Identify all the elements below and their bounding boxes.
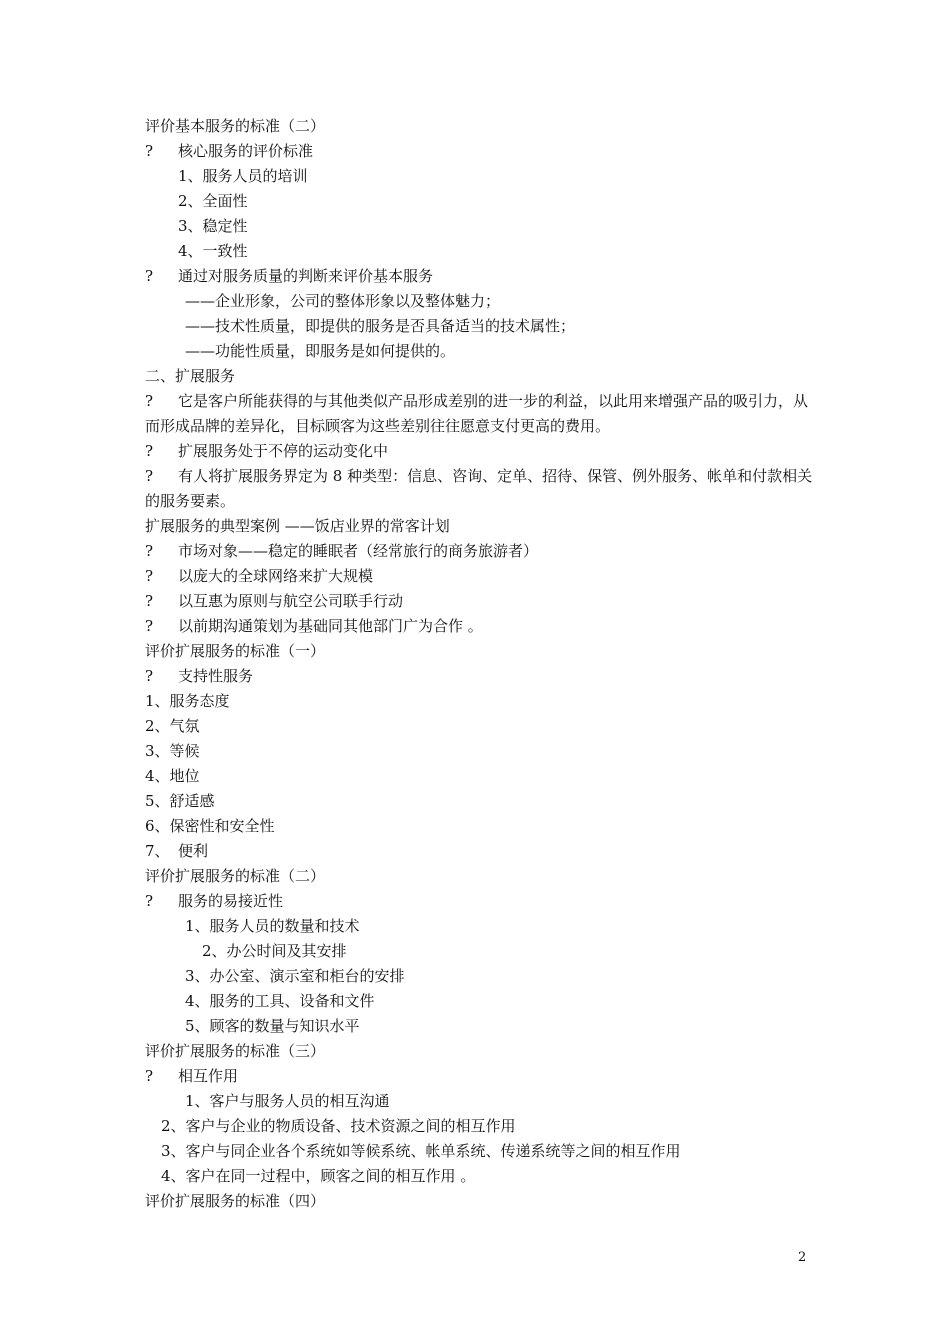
bullet-mark: ? — [145, 467, 154, 485]
list-item: 3、办公室、演示室和柜台的安排 — [185, 967, 405, 985]
dash-item: ——功能性质量，即服务是如何提供的。 — [185, 342, 456, 360]
list-item: 2、客户与企业的物质设备、技术资源之间的相互作用 — [161, 1117, 516, 1135]
bullet-line: ? 以互惠为原则与航空公司联手行动 — [145, 589, 813, 614]
bullet-line: ? 支持性服务 — [145, 664, 813, 689]
heading-basic-service-criteria-2: 评价基本服务的标准（二） — [145, 117, 326, 135]
section-heading-extended-service: 二、扩展服务 — [145, 367, 236, 385]
list-item: 7、 便利 — [145, 839, 813, 864]
bullet-mark: ? — [145, 892, 154, 910]
heading-extended-criteria-1: 评价扩展服务的标准（一） — [145, 642, 326, 660]
list-item: 6、保密性和安全性 — [145, 817, 275, 835]
page-number: 2 — [798, 1250, 807, 1265]
heading-extended-criteria-3: 评价扩展服务的标准（三） — [145, 1042, 326, 1060]
bullet-line: ? 相互作用 — [145, 1064, 813, 1089]
list-item: 2、办公时间及其安排 — [202, 942, 347, 960]
bullet-mark: ? — [145, 542, 154, 560]
list-item: 1、服务态度 — [145, 692, 230, 710]
dash-item: ——技术性质量，即提供的服务是否具备适当的技术属性； — [185, 317, 576, 335]
bullet-mark: ? — [145, 567, 154, 585]
list-number: 7、 — [145, 842, 170, 860]
heading-typical-case: 扩展服务的典型案例 ——饭店业界的常客计划 — [145, 517, 450, 535]
list-item: 1、客户与服务人员的相互沟通 — [185, 1092, 390, 1110]
bullet-mark: ? — [145, 267, 154, 285]
bullet-line: ? 市场对象——稳定的睡眠者（经常旅行的商务旅游者） — [145, 539, 813, 564]
bullet-mark: ? — [145, 667, 154, 685]
bullet-paragraph: ? 有人将扩展服务界定为 8 种类型：信息、咨询、定单、招待、保管、例外服务、帐单和付款相关的服务要素。 — [145, 464, 813, 514]
list-item: 5、顾客的数量与知识水平 — [185, 1017, 360, 1035]
page-body — [145, 114, 813, 1214]
bullet-line: ? 核心服务的评价标准 — [145, 139, 813, 164]
dash-item: ——企业形象，公司的整体形象以及整体魅力； — [185, 292, 501, 310]
list-item: 1、服务人员的培训 — [178, 167, 308, 185]
bullet-mark: ? — [145, 1067, 154, 1085]
list-item: 2、全面性 — [178, 192, 248, 210]
list-item: 1、服务人员的数量和技术 — [185, 917, 360, 935]
bullet-mark: ? — [145, 392, 154, 410]
list-item: 4、地位 — [145, 767, 200, 785]
bullet-mark: ? — [145, 142, 154, 160]
list-item: 4、一致性 — [178, 242, 248, 260]
bullet-mark: ? — [145, 442, 154, 460]
bullet-line: ? 扩展服务处于不停的运动变化中 — [145, 439, 813, 464]
list-item: 3、等候 — [145, 742, 200, 760]
bullet-line: ? 以前期沟通策划为基础同其他部门广为合作 。 — [145, 614, 813, 639]
bullet-mark: ? — [145, 592, 154, 610]
list-item: 4、服务的工具、设备和文件 — [185, 992, 375, 1010]
bullet-line: ? 服务的易接近性 — [145, 889, 813, 914]
bullet-line: ? 以庞大的全球网络来扩大规模 — [145, 564, 813, 589]
list-item: 2、气氛 — [145, 717, 200, 735]
list-item: 5、舒适感 — [145, 792, 215, 810]
list-item: 4、客户在同一过程中，顾客之间的相互作用 。 — [161, 1167, 476, 1185]
bullet-line: ? 通过对服务质量的判断来评价基本服务 — [145, 264, 813, 289]
heading-extended-criteria-4: 评价扩展服务的标准（四） — [145, 1192, 326, 1210]
bullet-mark: ? — [145, 617, 154, 635]
bullet-paragraph: ? 它是客户所能获得的与其他类似产品形成差别的进一步的利益，以此用来增强产品的吸引力，从而形成品牌的差异化，目标顾客为这些差别往往愿意支付更高的费用。 — [145, 389, 813, 439]
list-item: 3、客户与同企业各个系统如等候系统、帐单系统、传递系统等之间的相互作用 — [161, 1142, 681, 1160]
heading-extended-criteria-2: 评价扩展服务的标准（二） — [145, 867, 326, 885]
list-item: 3、稳定性 — [178, 217, 248, 235]
